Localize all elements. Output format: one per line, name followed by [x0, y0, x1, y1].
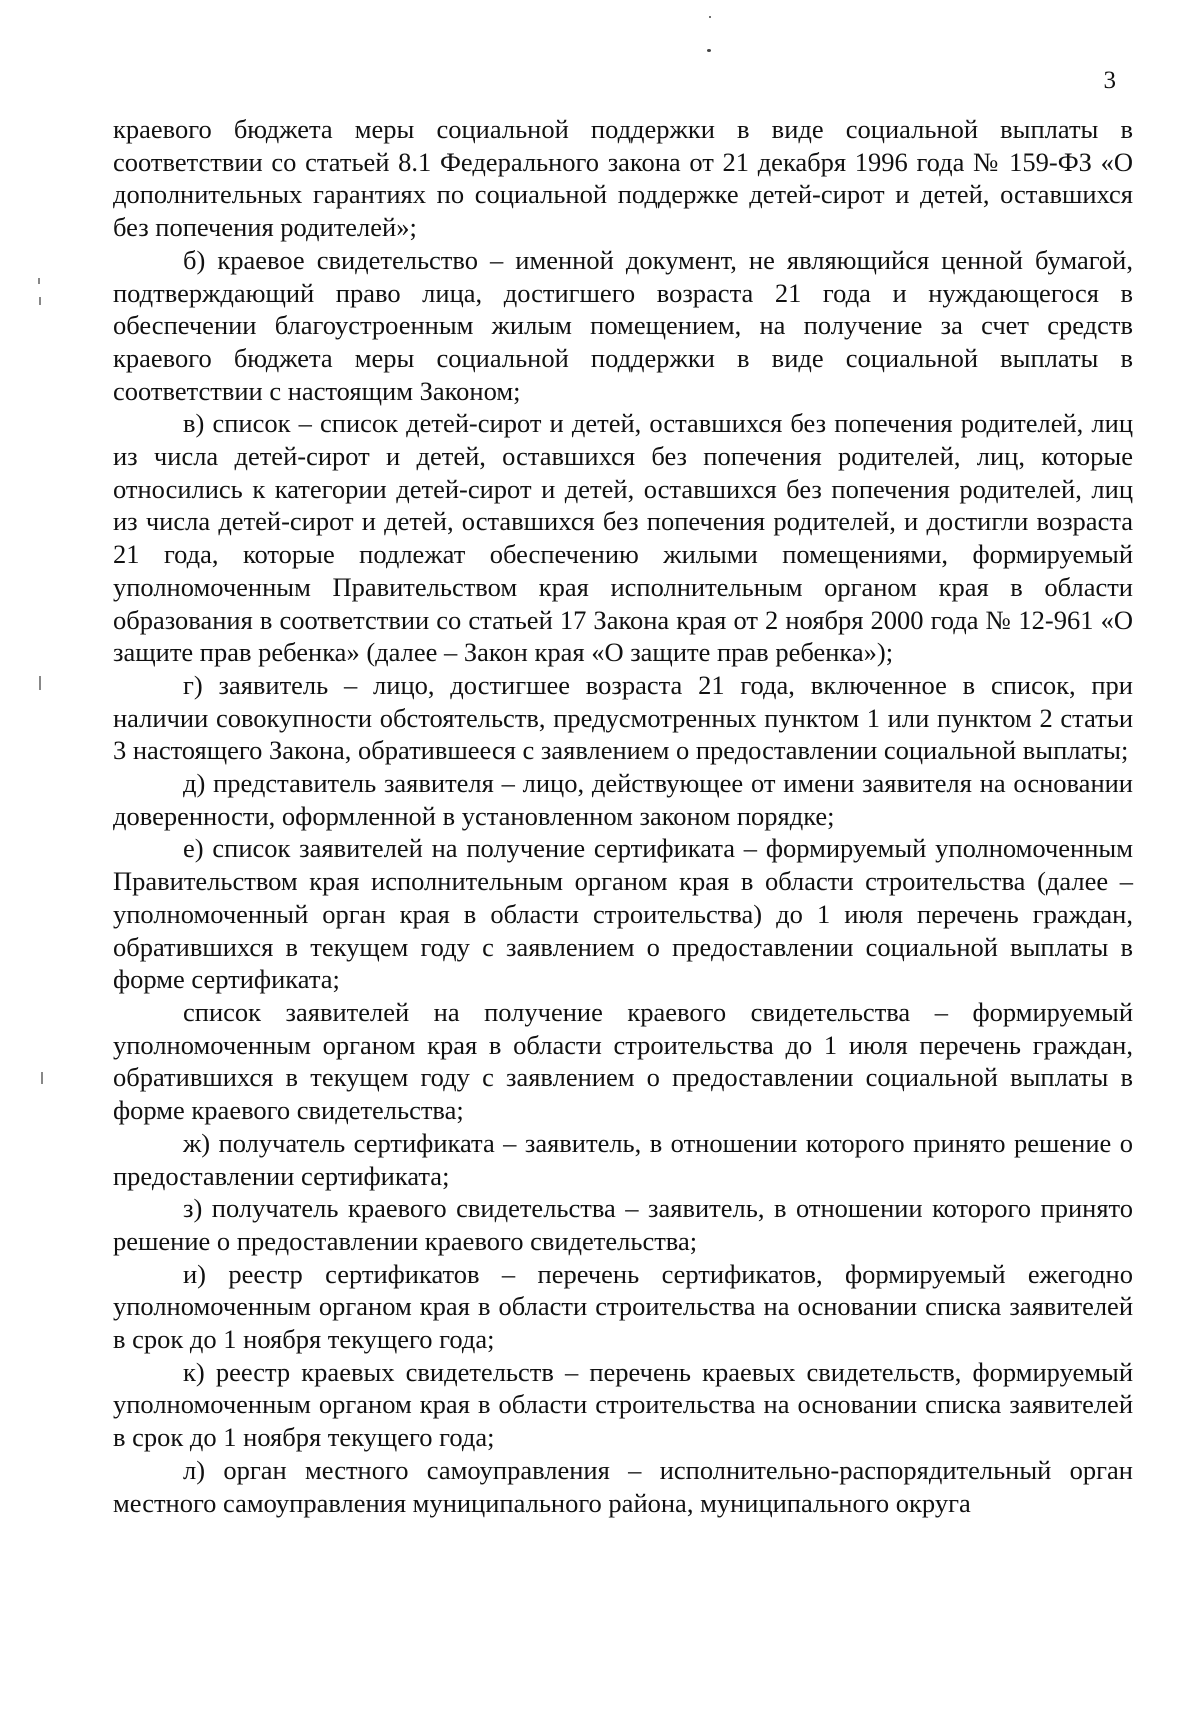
paragraph-l: л) орган местного самоуправления – исполнительно-распорядительный орган местного самоуправления муниципального района, муниципального округа — [113, 1454, 1133, 1518]
paragraph-b: б) краевое свидетельство – именной документ, не являющийся ценной бумагой, подтверждающий право лица, достигшего возраста 21 года и нуждающегося в обеспечении благоустроенным жилым помещением, на получение за счет средств краевого бюджета меры социальной поддержки в виде социальной выплаты в соответствии с настоящим Законом; — [113, 244, 1133, 406]
paragraph-i: и) реестр сертификатов – перечень сертификатов, формируемый ежегодно уполномоченным органом края в области строительства на основании списка заявителей в срок до 1 ноября текущего года; — [113, 1258, 1133, 1355]
paragraph-e: е) список заявителей на получение сертификата – формируемый уполномоченным Правительством края исполнительным органом края в области строительства (далее – уполномоченный орган края в области строительства) до 1 июля перечень граждан, обратившихся в текущем году с заявлением о предоставлении социальной выплаты в форме сертификата; — [113, 833, 1133, 995]
scan-speck — [709, 16, 711, 18]
paragraph-e-continued: список заявителей на получение краевого свидетельства – формируемый уполномоченным органом края в области строительства до 1 июля перечень граждан, обратившихся в текущем году с заявлением о предоставлении социальной выплаты в форме краевого свидетельства; — [113, 996, 1133, 1126]
document-body — [113, 113, 1133, 1519]
paragraph-v: в) список – список детей-сирот и детей, оставшихся без попечения родителей, лиц из числа детей-сирот и детей, оставшихся без попечения родителей, лиц, которые относились к категории детей-сирот и детей, оставшихся без попечения родителей, лиц из числа детей-сирот и детей, оставшихся без попечения родителей, и достигли возраста 21 года, которые подлежат обеспечению жилыми помещениями, формируемый уполномоченным Правительством края исполнительным органом края в области образования в соответствии со статьей 17 Закона края от 2 ноября 2000 года № 12-961 «О защите прав ребенка» (далее – Закон края «О защите прав ребенка»); — [113, 408, 1133, 668]
paragraph-k: к) реестр краевых свидетельств – перечень краевых свидетельств, формируемый уполномоченным органом края в области строительства на основании списка заявителей в срок до 1 ноября текущего года; — [113, 1356, 1133, 1453]
paragraph-z: з) получатель краевого свидетельства – заявитель, в отношении которого принято решение о предоставлении краевого свидетельства; — [113, 1193, 1133, 1256]
margin-mark — [38, 278, 40, 284]
paragraph-g: г) заявитель – лицо, достигшее возраста 21 года, включенное в список, при наличии совокупности обстоятельств, предусмотренных пунктом 1 или пунктом 2 статьи 3 настоящего Закона, обратившееся с заявлением о предоставлении социальной выплаты; — [113, 669, 1133, 766]
page-number: 3 — [1103, 67, 1116, 94]
margin-mark — [39, 676, 41, 690]
margin-mark — [39, 297, 41, 305]
scan-speck — [707, 49, 711, 52]
margin-mark — [41, 1072, 43, 1084]
paragraph-zh: ж) получатель сертификата – заявитель, в отношении которого принято решение о предоставлении сертификата; — [113, 1127, 1133, 1191]
paragraph-intro: краевого бюджета меры социальной поддержки в виде социальной выплаты в соответствии со статьей 8.1 Федерального закона от 21 декабря 1996 года № 159-ФЗ «О дополнительных гарантиях по социальной поддержке детей-сирот и детей, оставшихся без попечения родителей»; — [113, 114, 1133, 243]
paragraph-d: д) представитель заявителя – лицо, действующее от имени заявителя на основании доверенности, оформленной в установленном законом порядке; — [113, 768, 1133, 831]
